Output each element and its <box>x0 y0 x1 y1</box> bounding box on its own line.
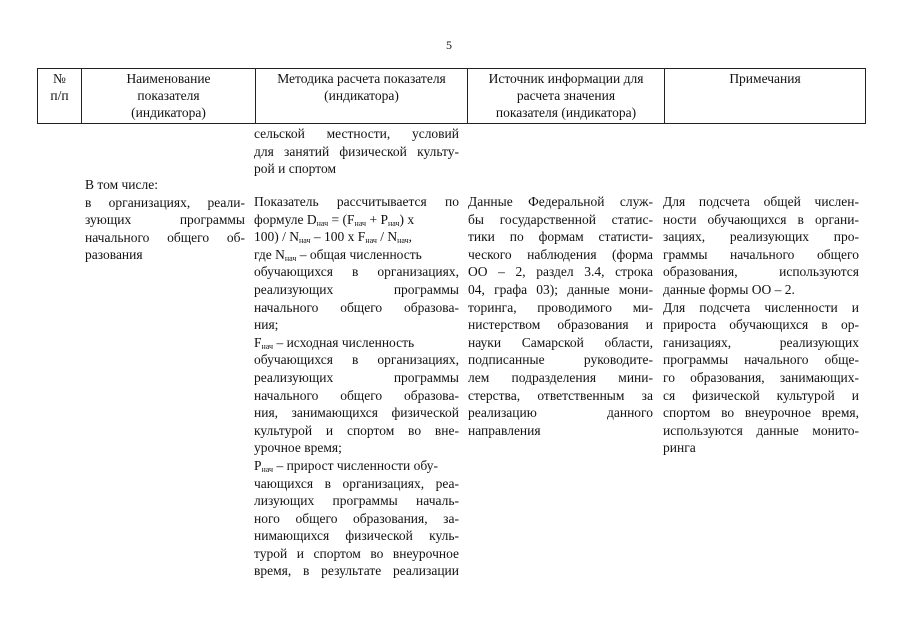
notes-line: образования, используются <box>663 264 859 280</box>
header-name <box>82 69 256 124</box>
method-line: реализующих программы <box>254 369 459 385</box>
source-line: подписанные руководите- <box>468 352 653 368</box>
notes-line: граммы начального общего <box>663 246 859 262</box>
header-source-line: Источник информации для <box>488 71 644 86</box>
method-line: культурой и спортом во вне- <box>254 422 459 438</box>
notes-line: спортом во внеурочное время, <box>663 405 859 421</box>
indicator-name-line: разования <box>85 247 143 263</box>
page-number: 5 <box>446 38 452 52</box>
method-line: нимающихся физической куль- <box>254 528 459 544</box>
formula-part: – 100 x F <box>310 229 366 245</box>
formula-part: / N <box>376 229 398 245</box>
source-line: Данные Федеральной служ- <box>468 194 653 209</box>
notes-line: программы начального обще- <box>663 352 859 368</box>
def-part: – прирост численности обу- <box>273 457 438 473</box>
method-line: ния; <box>254 317 279 333</box>
source-line: науки Самарской области, <box>468 334 653 350</box>
source-line: 04, графа 03); данные мони- <box>468 281 653 297</box>
indicator-name-line: зующих программы <box>85 212 245 228</box>
source-line: нистерством образования и <box>468 317 653 333</box>
method-line: Показатель рассчитывается по <box>254 194 459 209</box>
subscript: нач <box>261 341 274 351</box>
formula-part: 100) / N <box>254 229 299 245</box>
formula-part: , <box>408 229 413 245</box>
method-line: реализующих программы <box>254 281 459 297</box>
indicator-name <box>85 176 245 264</box>
def-part: – исходная численность <box>273 334 415 350</box>
source-line: торинга, проводимого ми- <box>468 299 653 315</box>
notes-line: Для подсчета общей числен- <box>663 194 859 209</box>
formula-part: ) x <box>399 211 415 227</box>
header-source <box>468 69 665 124</box>
method-line: чающихся в организациях, реа- <box>254 475 459 491</box>
method-line: урочное время; <box>254 440 342 456</box>
indicator-intro: В том числе: <box>85 177 158 192</box>
subscript: нач <box>365 236 377 246</box>
header-name-line: показателя <box>137 88 200 103</box>
source-line: ОО – 2, раздел 3.4, строка <box>468 264 653 280</box>
header-num-line: № <box>53 71 66 86</box>
method-line: ного общего образования, за- <box>254 510 459 526</box>
notes-line: го образования, занимающих- <box>663 369 859 385</box>
method-line: начального общего образова- <box>254 387 459 403</box>
method-continuation-line: для занятий физической культу- <box>254 143 459 159</box>
def-part: где N <box>254 246 285 262</box>
method-def-line <box>254 334 459 352</box>
source-line: тики по формам статисти- <box>468 229 653 245</box>
source-line: бы государственной статис- <box>468 211 653 227</box>
notes-line: ся физической культурой и <box>663 387 859 403</box>
notes-line: Для подсчета численности и <box>663 299 859 315</box>
formula-part: + P <box>366 211 388 227</box>
notes-line: данные формы ОО – 2. <box>663 281 795 297</box>
notes-line: зациях, реализующих про- <box>663 229 859 245</box>
header-notes-line: Примечания <box>729 71 801 86</box>
formula-part: = (F <box>328 211 355 227</box>
method-formula-line <box>254 228 459 246</box>
def-part: F <box>254 334 262 350</box>
method-line: турой и спортом во внеурочное <box>254 545 459 561</box>
method-line: лизующих программы началь- <box>254 493 459 509</box>
method-line: ния, занимающихся физической <box>254 405 459 421</box>
method-line: обучающихся в организациях, <box>254 352 459 368</box>
header-num <box>38 69 82 124</box>
method-continuation-line: рой и спортом <box>254 161 336 177</box>
notes-line: используются данные монито- <box>663 422 859 438</box>
source-line: направления <box>468 422 541 438</box>
subscript: нач <box>284 253 297 263</box>
header-method-line: Методика расчета показателя <box>277 71 446 86</box>
subscript: нач <box>316 218 329 228</box>
notes-line: ности обучающихся в органи- <box>663 211 859 227</box>
header-method-line: (индикатора) <box>324 88 399 103</box>
header-name-line: (индикатора) <box>131 105 206 120</box>
header-source-line: расчета значения <box>516 88 616 103</box>
source-text <box>468 193 653 439</box>
method-def-line <box>254 246 459 264</box>
method-continuation <box>254 125 459 178</box>
def-part: – общая численность <box>296 246 422 262</box>
method-line: время, в результате реализации <box>254 563 459 579</box>
subscript: нач <box>387 218 400 228</box>
header-method <box>256 69 468 124</box>
source-line: ческого наблюдения (форма <box>468 246 653 262</box>
method-line: обучающихся в организациях, <box>254 264 459 280</box>
subscript: нач <box>261 464 274 474</box>
header-name-line: Наименование <box>126 71 211 86</box>
header-num-line: п/п <box>50 88 69 103</box>
notes-line: ринга <box>663 440 696 456</box>
source-line: стерства, ответственным за <box>468 387 653 403</box>
header-source-line: показателя (индикатора) <box>495 105 637 120</box>
method-continuation-line: сельской местности, условий <box>254 126 459 141</box>
method-formula-line <box>254 211 459 229</box>
method-line: начального общего образова- <box>254 299 459 315</box>
notes-line: прироста обучающихся в ор- <box>663 317 859 333</box>
table-header <box>37 68 866 124</box>
formula-part: формуле D <box>254 211 317 227</box>
notes-text <box>663 193 859 457</box>
subscript: нач <box>299 236 311 246</box>
def-part: P <box>254 457 262 473</box>
indicator-name-line: в организациях, реали- <box>85 194 245 210</box>
header-notes <box>665 69 866 124</box>
indicator-name-line: начального общего об- <box>85 229 245 245</box>
subscript: нач <box>354 218 367 228</box>
method-def-line <box>254 457 459 475</box>
method-text <box>254 193 459 580</box>
notes-line: ганизациях, реализующих <box>663 334 859 350</box>
subscript: нач <box>397 236 409 246</box>
source-line: реализацию данного <box>468 405 653 421</box>
source-line: лем подразделения мини- <box>468 369 653 385</box>
